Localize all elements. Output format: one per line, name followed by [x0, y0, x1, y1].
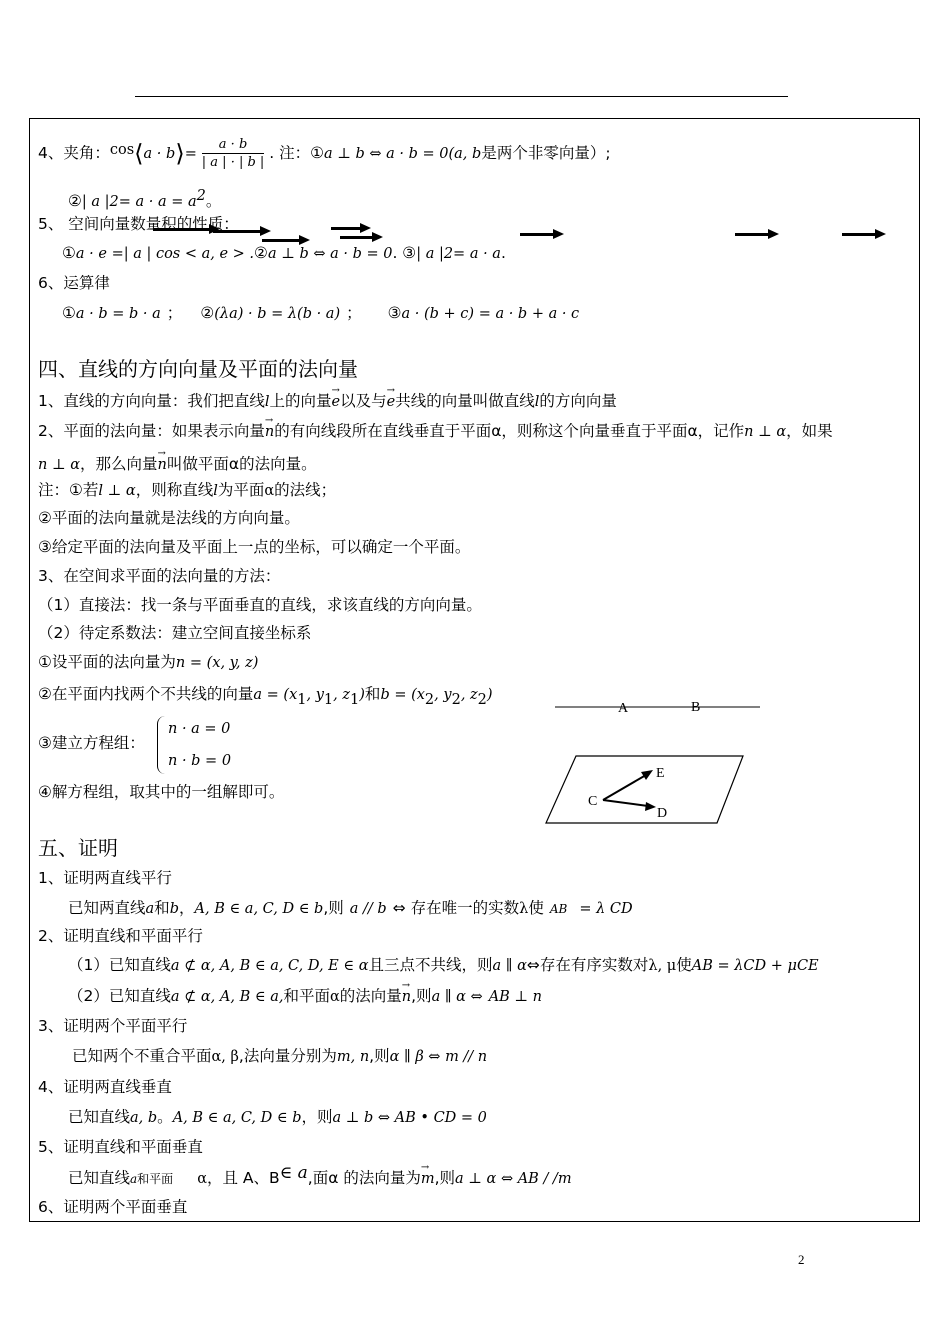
line-norm: [68, 186, 221, 212]
m: n = (x, y, z): [175, 655, 259, 671]
t: 和平面: [283, 987, 330, 1005]
label-a: A: [618, 701, 629, 716]
m: a: [130, 1172, 138, 1186]
vector-ce: [603, 775, 646, 800]
t: 和: [364, 685, 381, 703]
t: ，那么向量: [80, 455, 158, 473]
t: 的方向向量: [539, 392, 617, 410]
line-proof-5: 5、证明直线和平面垂直: [38, 1138, 203, 1156]
t: 上的向量: [269, 392, 332, 410]
fraction: [202, 136, 265, 171]
line-proof-3: 3、证明两个平面平行: [38, 1017, 188, 1035]
t: ,法向量分别为: [238, 1047, 337, 1065]
m: , z: [333, 687, 351, 703]
t: 共线的向量叫做直线: [395, 392, 535, 410]
label-c: C: [588, 794, 598, 809]
m: , y: [306, 687, 324, 703]
m: , z: [460, 687, 478, 703]
heading-section-4: 四、直线的方向向量及平面的法向量: [38, 357, 358, 381]
t: 的法线；: [274, 481, 337, 499]
m: b = (x: [380, 687, 425, 703]
m: m, n: [336, 1049, 370, 1065]
m: ): [486, 687, 493, 703]
t: 且三点不共线，则: [368, 956, 493, 974]
suffix: 。: [205, 192, 222, 211]
arrow-deco-3: [262, 239, 300, 242]
label: 4、夹角：: [38, 144, 110, 162]
t: ,则: [369, 1047, 390, 1065]
line-step-3: ③建立方程组：: [38, 734, 145, 752]
t: 叫做平面α的法向量。: [166, 455, 317, 473]
t: 。: [157, 1108, 173, 1126]
t: ，如果: [786, 422, 833, 440]
end: .: [500, 244, 506, 262]
t: 注：①若: [38, 481, 99, 499]
l: l: [213, 483, 218, 499]
eq: =: [184, 146, 197, 162]
label-b: B: [691, 700, 701, 715]
arrow-deco-5: [340, 236, 373, 239]
t: ,则: [434, 1169, 456, 1187]
system-row-1: n · a = 0: [168, 721, 231, 737]
m: ∈ a: [279, 1163, 308, 1183]
n: → n: [158, 455, 167, 475]
e: → e: [387, 392, 396, 412]
t: ，: [178, 899, 195, 917]
alpha: α: [197, 1171, 207, 1187]
line-proof-6: 6、证明两个平面垂直: [38, 1198, 188, 1216]
t: 和平面: [137, 1172, 174, 1186]
frac-den: | a | · | b |: [201, 155, 265, 170]
label-e: E: [656, 766, 665, 781]
m: AB = λCD + μCE: [691, 958, 819, 974]
alpha: α: [329, 989, 340, 1005]
m: A, B ∈ a, C, D ∈ b: [172, 1110, 302, 1126]
arrowhead-d: [645, 802, 656, 811]
t: ,则: [323, 899, 344, 917]
arrow-deco-8: [842, 233, 876, 236]
m: a ⊄ α, A, B ∈ a,: [170, 989, 284, 1005]
m: A, B ∈ a, C, D ∈ b: [194, 901, 324, 917]
system-row-2: n · b = 0: [168, 753, 232, 769]
system-brace: [157, 716, 166, 774]
t: （2）已知直线: [68, 987, 171, 1005]
m: α, β: [211, 1049, 239, 1065]
arrow-deco-1: [153, 228, 210, 231]
m: λ, μ: [648, 958, 677, 974]
sub: 2: [451, 692, 461, 708]
arrow-deco-2: [213, 230, 261, 233]
line-step-4: ④解方程组，取其中的一组解即可。: [38, 783, 285, 801]
e3: a · (b + c) = a · b + a · c: [401, 306, 580, 322]
e1: a · b = b · a: [75, 306, 161, 322]
line-proof-2c: [68, 986, 542, 1007]
line-method-title: 3、在空间求平面的法向量的方法：: [38, 567, 281, 585]
arrowhead-e: [641, 770, 653, 780]
line-normal-vector-2: [38, 454, 317, 475]
c2: ②: [254, 244, 268, 262]
line-method-1: （1）直接法：找一条与平面垂直的直线，求该直线的方向向量。: [38, 596, 482, 614]
label-d: D: [657, 806, 668, 821]
t: ,面α 的法向量为: [307, 1169, 421, 1187]
m: , y: [434, 687, 452, 703]
m: AB ⊥ n: [488, 989, 543, 1005]
c1: ①: [62, 304, 76, 322]
line-laws: [62, 303, 579, 324]
line-props-title: 5、 空间向量数量积的性质：: [38, 215, 239, 233]
line-note-2: ②平面的法向量就是法线的方向向量。: [38, 509, 300, 527]
sep2: ；: [346, 304, 362, 322]
t: 已知两个不重合平面: [72, 1047, 212, 1065]
t: ⇔存在有序实数对: [526, 956, 649, 974]
t: 使: [676, 956, 692, 974]
c1: ①: [62, 244, 76, 262]
note-expr: a ⊥ b ⇔ a · b = 0(a, b: [324, 146, 482, 162]
m: → m: [421, 1169, 435, 1189]
t: ，则称直线: [135, 481, 214, 499]
t: 使: [528, 899, 544, 917]
note-suffix: 是两个非零向量）;: [481, 144, 611, 162]
line-normal-vector: [38, 421, 833, 442]
t: ①设平面的法向量为: [38, 653, 176, 671]
sep1: ；: [166, 304, 183, 322]
m: a = (x: [253, 687, 298, 703]
arrow-deco-7: [735, 233, 769, 236]
m: a ⊄ α, A, B ∈ a, C, D, E ∈ α: [170, 958, 369, 974]
sub: 1: [350, 692, 360, 708]
m: a ⊥ α ⇔ AB / /m: [455, 1171, 572, 1187]
e3: | a |2= a · a: [416, 246, 501, 262]
angle-bracket-close: ⟩: [175, 139, 185, 168]
m: a ∥ α ⇔: [431, 989, 483, 1005]
header-rule: [135, 96, 788, 97]
line-laws-title: 6、运算律: [38, 274, 110, 292]
t: ⇔ 存在唯一的实数: [392, 899, 520, 917]
line-proof-1b: [68, 898, 633, 919]
line-proof-4b: [68, 1107, 487, 1128]
n: → n: [265, 422, 274, 442]
angle-lhs: a · b: [143, 146, 176, 162]
arrow-deco-4: [331, 227, 361, 230]
vector-cd: [603, 800, 648, 806]
expr: | a |2= a · a = a: [81, 194, 197, 211]
line-method-2: （2）待定系数法：建立空间直接坐标系: [38, 624, 312, 642]
t: 的有向线段所在直线垂直于平面α，则称这个向量垂直于平面α，记作: [274, 422, 745, 440]
m: l ⊥ α: [98, 483, 136, 499]
c3: . ③: [392, 244, 417, 262]
sub: 2: [424, 692, 435, 708]
angle-bracket: ⟨: [134, 139, 144, 168]
e1: a · e =| a | cos < a, e > .: [75, 246, 255, 262]
t: ，则: [301, 1108, 333, 1126]
t: 已知直线: [68, 1108, 131, 1126]
l: l: [534, 394, 540, 410]
m: α ∥ β ⇔ m // n: [389, 1049, 488, 1065]
line-proof-2b: [68, 955, 819, 976]
line-angle: [38, 136, 611, 171]
line-step-2: [38, 684, 493, 710]
line-note-3: ③给定平面的法向量及平面上一点的坐标，可以确定一个平面。: [38, 538, 471, 556]
e2: (λa) · b = λ(b · a): [214, 306, 341, 322]
plane-parallelogram: [546, 756, 743, 823]
line-proof-3b: [72, 1046, 487, 1067]
l: l: [264, 394, 270, 410]
t: 和: [154, 899, 170, 917]
line-proof-4: 4、证明两直线垂直: [38, 1078, 172, 1096]
page-number: 2: [798, 1252, 805, 1267]
m: n ⊥ α: [38, 457, 80, 473]
t: ②在平面内找两个不共线的向量: [38, 685, 254, 703]
e2: a ⊥ b ⇔ a · b = 0: [267, 246, 393, 262]
plane-diagram: [540, 690, 770, 830]
line-proof-5b: [68, 1163, 572, 1189]
m: n ⊥ α: [744, 424, 787, 440]
heading-section-5: 五、证明: [38, 836, 118, 860]
t: 已知两直线: [68, 899, 146, 917]
line-direction-vector: [38, 391, 617, 412]
t: 2、平面的法向量：如果表示向量: [38, 422, 265, 440]
m: b: [169, 901, 179, 917]
sub: 1: [323, 692, 334, 708]
line-note-1: [38, 480, 336, 501]
m: a ∥ α: [492, 958, 527, 974]
t: 为平面: [217, 481, 265, 499]
line-step-1: [38, 652, 258, 673]
t: ，且 A、B: [206, 1169, 280, 1187]
note-prefix: . 注：①: [269, 144, 324, 162]
m: = λ CD: [579, 901, 633, 917]
m: a: [145, 901, 155, 917]
sub: 1: [297, 692, 307, 708]
t: ,则: [411, 987, 432, 1005]
sub: 2: [477, 692, 487, 708]
line-proof-1: 1、证明两直线平行: [38, 869, 172, 887]
m: a, b: [130, 1110, 158, 1126]
m: a ⊥ b ⇔ AB • CD = 0: [332, 1110, 487, 1126]
m: AB: [549, 902, 568, 916]
prefix: ②: [68, 192, 82, 211]
cos: cos: [109, 142, 135, 158]
n: → n: [402, 987, 411, 1007]
c2: ②: [200, 304, 215, 322]
t: 的法向量: [339, 987, 402, 1005]
t: 1、直线的方向向量：我们把直线: [38, 392, 265, 410]
alpha: α: [264, 483, 275, 499]
arrow-deco-6: [520, 233, 554, 236]
t: 以及与: [340, 392, 387, 410]
lambda: λ: [519, 901, 529, 917]
t: 已知直线: [68, 1169, 131, 1187]
t: （1）已知直线: [68, 956, 171, 974]
m: ): [359, 687, 365, 703]
line-props: [62, 243, 506, 264]
c3: ③: [387, 304, 402, 322]
sup: 2: [196, 188, 206, 204]
frac-num: a · b: [202, 136, 265, 154]
m: a // b: [349, 901, 387, 917]
line-proof-2: 2、证明直线和平面平行: [38, 927, 203, 945]
e: → e: [332, 392, 341, 412]
